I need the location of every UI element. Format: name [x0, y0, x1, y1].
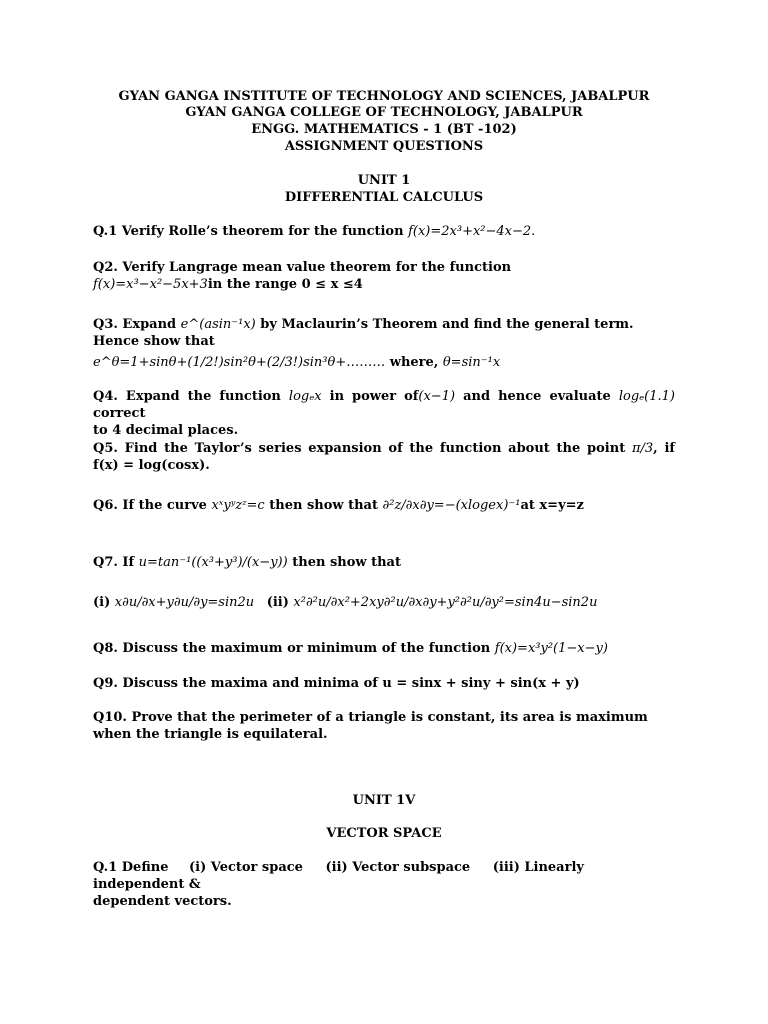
- institute-name: GYAN GANGA INSTITUTE OF TECHNOLOGY AND SCIENCES, JABALPUR: [118, 89, 650, 104]
- q2-formula: f(x)=x³−x²−5x+3: [93, 277, 208, 292]
- question-5: [93, 440, 675, 474]
- question-7-parts: [93, 594, 675, 611]
- q3-theta-def: θ=sin⁻¹x: [442, 355, 501, 370]
- assignment-title: ASSIGNMENT QUESTIONS: [284, 139, 484, 154]
- vector-question-1: [93, 859, 675, 910]
- question-9: Q9. Discuss the maxima and minima of u = sinx + siny + sin(x + y): [93, 676, 580, 691]
- q4-power-expr: (x−1): [418, 389, 456, 404]
- q3-where: where,: [389, 355, 439, 370]
- v1-vector-space: (i) Vector space: [189, 860, 303, 875]
- q3-expand-expr: e^(asin⁻¹x): [180, 317, 256, 332]
- unit1-subtitle: DIFFERENTIAL CALCULUS: [284, 190, 484, 205]
- q6-result: ∂²z/∂x∂y=−(xlogex)⁻¹: [382, 498, 521, 513]
- question-1: [93, 223, 675, 240]
- q7-tail: then show that: [292, 555, 401, 570]
- q6-tail: at x=y=z: [520, 498, 584, 513]
- q4-text-b: in power of: [329, 389, 419, 404]
- course-title: ENGG. MATHEMATICS - 1 (BT -102): [251, 122, 517, 137]
- q4-text-c: and hence evaluate: [463, 389, 611, 404]
- unit1-title: UNIT 1: [357, 173, 411, 188]
- q3-text: by Maclaurin’s Theorem and find the general term. Hence show that: [93, 317, 634, 349]
- v1-dependent: dependent vectors.: [93, 894, 232, 909]
- q4-text-d: correct: [93, 406, 146, 421]
- q7-part2: x²∂²u/∂x²+2xy∂²u/∂x∂y+y²∂²u/∂y²=sin4u−sin2u: [293, 595, 598, 610]
- q6-mid: then show that: [269, 498, 378, 513]
- question-4: [93, 388, 675, 439]
- question-7: [93, 554, 675, 571]
- q8-text: Q8. Discuss the maximum or minimum of the function: [93, 641, 491, 656]
- question-10: Q10. Prove that the perimeter of a triangle is constant, its area is maximum when the triangle is equilateral.: [93, 710, 648, 742]
- q1-formula: f(x)=2x³+x²−4x−2.: [408, 224, 536, 239]
- q6-prefix: Q6. If the curve: [93, 498, 207, 513]
- q2-text: Q2. Verify Langrage mean value theorem for the function: [93, 260, 512, 275]
- q4-text-a: Q4. Expand the function: [93, 389, 281, 404]
- q2-range: in the range 0 ≤ x ≤4: [207, 277, 363, 292]
- q5-text: Q5. Find the Taylor’s series expansion of the function about the point: [93, 441, 626, 456]
- question-2: [93, 259, 675, 293]
- question-6: [93, 497, 675, 514]
- unit4-title: UNIT 1V: [352, 793, 416, 808]
- q7-part1-label: (i): [93, 595, 111, 610]
- q5-point: π/3: [631, 441, 654, 456]
- question-8: [93, 640, 675, 657]
- q7-u-def: u=tan⁻¹((x³+y³)/(x−y)): [138, 555, 288, 570]
- q7-part1: x∂u/∂x+y∂u/∂y=sin2u: [114, 595, 255, 610]
- v1-define: Q.1 Define: [93, 860, 169, 875]
- college-name: GYAN GANGA COLLEGE OF TECHNOLOGY, JABALPUR: [185, 105, 583, 120]
- q4-log-expr: logₑx: [288, 389, 322, 404]
- v1-linearly-independent: (iii) Linearly independent &: [93, 860, 584, 892]
- unit4-subtitle: VECTOR SPACE: [326, 826, 442, 841]
- q4-text-line2: to 4 decimal places.: [93, 423, 239, 438]
- q8-formula: f(x)=x³y²(1−x−y): [494, 641, 608, 656]
- q3-series: e^θ=1+sinθ+(1/2!)sin²θ+(2/3!)sin³θ+………: [93, 355, 386, 370]
- v1-vector-subspace: (ii) Vector subspace: [325, 860, 471, 875]
- question-3: [93, 316, 675, 371]
- q3-prefix: Q3. Expand: [93, 317, 177, 332]
- q5-tail: , if f(x) = log(cosx).: [93, 441, 675, 473]
- q4-eval-expr: logₑ(1.1): [618, 389, 675, 404]
- q7-part2-label: (ii): [266, 595, 289, 610]
- q7-prefix: Q7. If: [93, 555, 135, 570]
- q1-text: Q.1 Verify Rolle’s theorem for the function: [93, 224, 404, 239]
- q6-curve: xˣyʸzᶻ=c: [211, 498, 265, 513]
